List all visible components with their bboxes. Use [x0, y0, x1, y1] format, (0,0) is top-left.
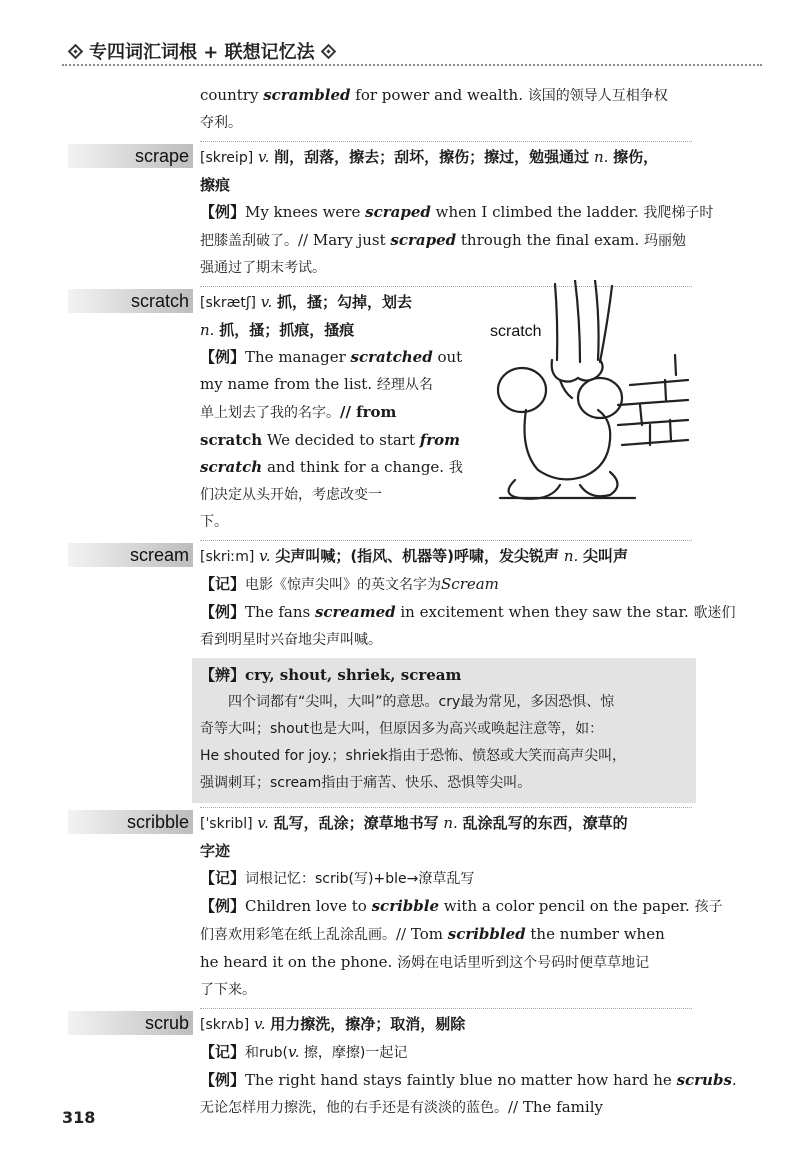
- example-line: [200, 921, 692, 949]
- chinese-text: 把膝盖刮破了。: [200, 233, 298, 249]
- definition-line: [200, 543, 692, 571]
- part-of-speech: v.: [288, 1043, 300, 1061]
- claw-line: [600, 286, 612, 362]
- example-line: [200, 949, 692, 977]
- claw-line: [575, 280, 580, 362]
- example-tag: 【例】: [200, 897, 246, 915]
- diamond-ornament-icon: [68, 44, 84, 60]
- continuation-line-1: [200, 82, 692, 110]
- brick-joint: [665, 380, 666, 400]
- example-line: [200, 893, 723, 921]
- text: my name from the list.: [200, 375, 377, 393]
- definition-line: 擦痕: [200, 176, 231, 194]
- header-title-row: [62, 38, 342, 64]
- brick-joint: [640, 405, 642, 425]
- distinction-box: [192, 658, 696, 803]
- text: when I climbed the ladder.: [430, 203, 644, 221]
- example-line: [200, 599, 736, 627]
- text: out: [432, 348, 463, 366]
- text: The manager: [245, 348, 351, 366]
- example-line: 强通过了期末考试。: [200, 260, 326, 276]
- phonetic: [skrʌb]: [200, 1017, 250, 1033]
- headword-scribble: scribble: [68, 810, 193, 834]
- chinese-text: 我: [448, 460, 463, 476]
- keyword: scraped: [390, 231, 457, 249]
- page-header: [62, 34, 762, 66]
- text: Children love to: [245, 897, 372, 915]
- keyword: scribbled: [447, 925, 526, 943]
- text: in excitement when they saw the star.: [395, 603, 694, 621]
- definition: 削，刮落，擦去；刮坏，擦伤；擦过，勉强通过: [274, 148, 590, 166]
- headword-scratch: scratch: [68, 289, 193, 313]
- chinese-text: 孩子: [694, 899, 723, 915]
- memory-tag: 【记】: [200, 575, 246, 593]
- chinese-text: 该国的领导人互相争权: [527, 88, 668, 104]
- text: the number when: [525, 925, 665, 943]
- claw-line: [555, 284, 557, 360]
- continuation-line-2: 夺利。: [200, 115, 242, 131]
- example-tag: 【例】: [200, 348, 246, 366]
- part-of-speech: v.: [253, 148, 275, 166]
- definition: 乱写，乱涂；潦草地书写: [273, 814, 439, 832]
- diamond-ornament-icon: [320, 44, 336, 60]
- definition: 抓，搔；抓痕，搔痕: [219, 321, 355, 339]
- definition: 擦伤，: [613, 148, 659, 166]
- example-line: 们决定从头开始，考虑改变一: [200, 487, 382, 503]
- example-line: 看到明星时兴奋地尖声叫喊。: [200, 632, 382, 648]
- chinese-text: 歌迷们: [693, 605, 736, 621]
- distinction-line: 四个词都有“尖叫，大叫”的意思。cry最为常见，多因恐惧、惊: [228, 694, 615, 710]
- distinction-line: 奇等大叫；shout也是大叫，但原因多为高兴或唤起注意等，如：: [200, 721, 604, 737]
- brick-joint: [675, 355, 676, 375]
- text: The fans: [245, 603, 315, 621]
- phonetic: [skriːm]: [200, 549, 255, 565]
- chinese-text: 和rub(: [245, 1045, 288, 1061]
- chinese-text: 词根记忆：scrib(写)+ble→潦草乱写: [245, 871, 475, 887]
- memory-tag: 【记】: [200, 1043, 246, 1061]
- scratch-drawing: [498, 280, 688, 499]
- left-ear: [498, 368, 546, 412]
- brick-line: [618, 400, 688, 405]
- definition: 乱涂乱写的东西，潦草的: [462, 814, 628, 832]
- head-body: [525, 410, 611, 479]
- distinction-title: [200, 662, 690, 689]
- part-of-speech: n.: [438, 814, 463, 832]
- example-tag: 【例】: [200, 603, 246, 621]
- example-tag: 【例】: [200, 203, 246, 221]
- example-line: [200, 1094, 692, 1122]
- chinese-text: 我爬梯子时: [643, 205, 714, 221]
- brick-line: [622, 440, 688, 445]
- headword-scrape: scrape: [68, 144, 193, 168]
- keyword: scrubs: [676, 1071, 732, 1089]
- continuation-block: [200, 80, 692, 137]
- chinese-text: 擦，摩擦)一起记: [299, 1045, 408, 1061]
- example-line: 下。: [200, 514, 228, 530]
- text: My knees were: [245, 203, 366, 221]
- part-of-speech: v.: [249, 1015, 271, 1033]
- text: and think for a change.: [262, 458, 449, 476]
- keyword: scratched: [350, 348, 433, 366]
- chinese-text: 无论怎样用力擦洗，他的右手还是有淡淡的蓝色。: [200, 1100, 508, 1116]
- definition-line: 字迹: [200, 842, 231, 860]
- text: // Tom: [396, 925, 448, 943]
- text: // The family: [508, 1098, 603, 1116]
- foot: [509, 480, 560, 499]
- chinese-text: 汤姆在电话里听到这个号码时便草草地记: [397, 955, 650, 971]
- definition: 尖声叫喊；(指风、机器等)呼啸，发尖锐声: [275, 547, 560, 565]
- claw-line: [595, 280, 599, 360]
- keyword: screamed: [314, 603, 396, 621]
- entry-scream: [129, 540, 736, 803]
- scratch-image-label: scratch: [490, 323, 542, 340]
- entry-scrape: [134, 141, 714, 282]
- headword-scrub: scrub: [68, 1011, 193, 1035]
- keyword: Scream: [441, 575, 499, 593]
- distinction-tag: 【辨】: [200, 666, 246, 684]
- memory-tag: 【记】: [200, 869, 246, 887]
- memory-line: [200, 865, 692, 893]
- chinese-text: 们喜欢用彩笔在纸上乱涂乱画。: [200, 927, 396, 943]
- text: with a color pencil on the paper.: [439, 897, 695, 915]
- definition-line: [200, 144, 692, 172]
- text: for power and wealth.: [350, 86, 528, 104]
- chinese-text: 玛丽勉: [644, 233, 687, 249]
- entry-scrub: [144, 1008, 737, 1122]
- text: We decided to start: [262, 431, 420, 449]
- keyword: scribble: [371, 897, 440, 915]
- example-line: [200, 1067, 737, 1094]
- brick-line: [630, 380, 688, 385]
- text: The right hand stays faintly blue no matter how hard he: [245, 1071, 677, 1089]
- phrase: scratch: [200, 431, 263, 449]
- text: through the final exam.: [456, 231, 645, 249]
- part-of-speech: n.: [559, 547, 584, 565]
- chinese-text: 单上划去了我的名字。: [200, 405, 340, 421]
- entry-scribble: [126, 807, 723, 1004]
- part-of-speech: v.: [254, 547, 276, 565]
- dictionary-content: [126, 80, 737, 1122]
- brick-joint: [670, 420, 671, 440]
- text: country: [200, 86, 264, 104]
- phonetic: [skrætʃ]: [200, 295, 257, 311]
- example-tag: 【例】: [200, 1071, 246, 1089]
- scratch-illustration: [460, 280, 690, 505]
- chinese-text: 电影《惊声尖叫》的英文名字为: [245, 577, 442, 593]
- keyword: from: [419, 431, 461, 449]
- phrase: // from: [340, 403, 397, 421]
- keyword: scraped: [365, 203, 431, 221]
- arm: [560, 380, 572, 398]
- part-of-speech: n.: [200, 321, 220, 339]
- text: // Mary just: [298, 231, 391, 249]
- distinction-words: cry, shout, shriek, scream: [245, 666, 462, 684]
- part-of-speech: v.: [252, 814, 274, 832]
- definition: 尖叫声: [583, 547, 629, 565]
- memory-line: [200, 1039, 692, 1067]
- part-of-speech: v.: [256, 293, 278, 311]
- memory-line: [200, 571, 692, 599]
- brick-line: [618, 420, 688, 425]
- example-line: [200, 199, 714, 227]
- distinction-line: 强调刺耳；scream指由于痛苦、快乐、恐惧等尖叫。: [200, 775, 532, 791]
- headword-scream: scream: [68, 543, 193, 567]
- definition: 用力擦洗，擦净；取消，剔除: [270, 1015, 466, 1033]
- definition-line: [200, 1011, 692, 1039]
- definition-line: [200, 810, 692, 838]
- text: .: [731, 1071, 737, 1089]
- distinction-line: He shouted for joy.；shriek指由于恐怖、愤怒或大笑而高声尖叫，: [200, 748, 627, 764]
- example-line: 了下来。: [200, 982, 256, 998]
- text: he heard it on the phone.: [200, 953, 398, 971]
- header-title: 专四词汇词根 + 联想记忆法: [89, 42, 315, 63]
- phonetic: [ˈskribl]: [200, 816, 253, 832]
- part-of-speech: n.: [589, 148, 614, 166]
- page-number: 318: [62, 1108, 96, 1127]
- chinese-text: 经理从名: [376, 377, 433, 393]
- keyword: scrambled: [263, 86, 351, 104]
- definition: 抓，搔；勾掉，划去: [277, 293, 413, 311]
- keyword: scratch: [200, 458, 263, 476]
- example-line: [200, 227, 692, 255]
- phonetic: [skreip]: [200, 150, 254, 166]
